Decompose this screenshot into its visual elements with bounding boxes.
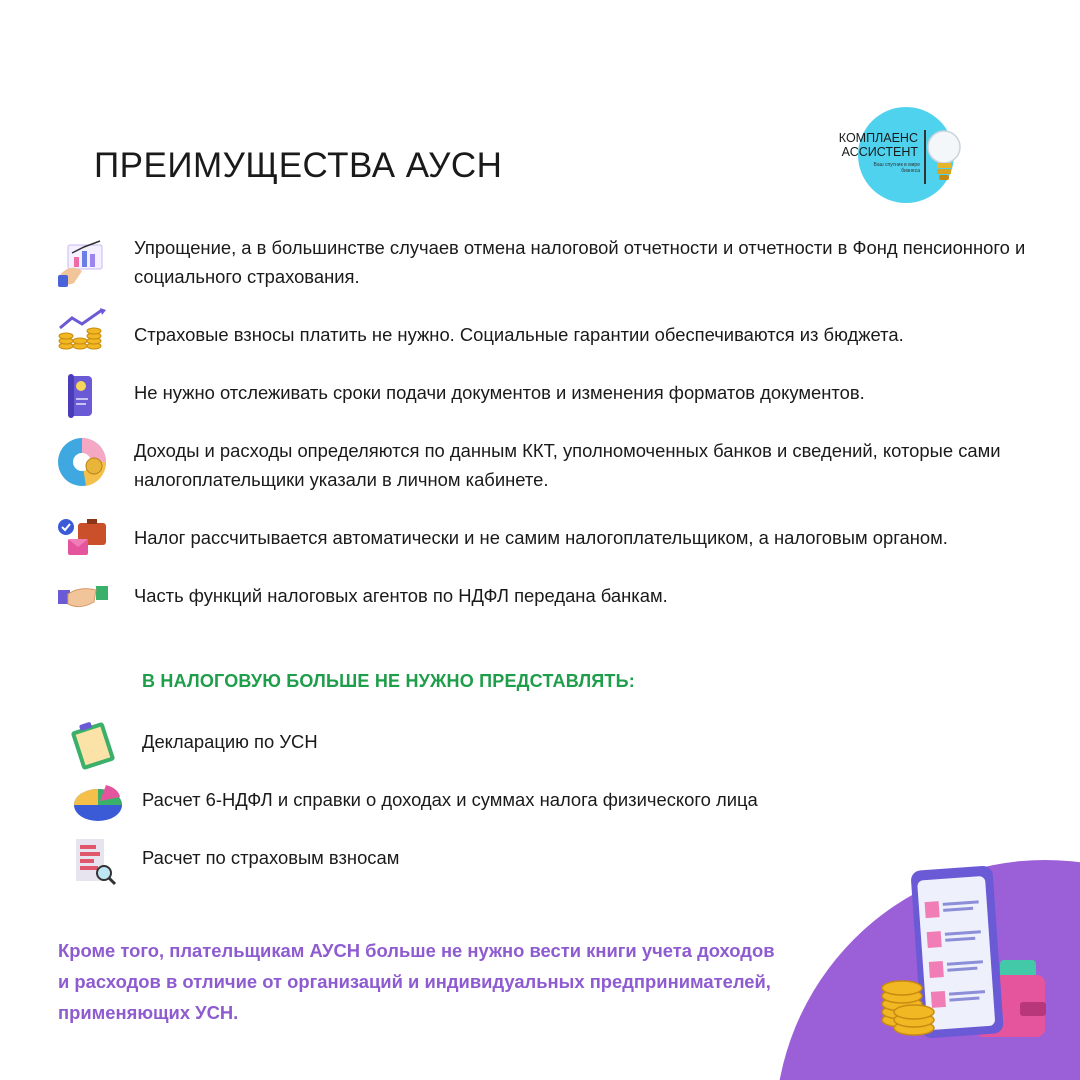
document-scroll-icon: [56, 370, 110, 424]
coins-growth-icon: [56, 306, 110, 360]
list-item-text: Часть функций налоговых агентов по НДФЛ передана банкам.: [134, 585, 668, 606]
chart-hand-icon: [56, 237, 110, 291]
clipboard-icon: [68, 716, 122, 770]
list-item-text: Упрощение, а в большинстве случаев отмена налоговой отчетности и отчетности в Фонд пенсионного и социального страхования.: [134, 237, 1026, 287]
section-subtitle: В НАЛОГОВУЮ БОЛЬШЕ НЕ НУЖНО ПРЕДСТАВЛЯТЬ:: [142, 671, 635, 691]
list-item-text: Не нужно отслеживать сроки подачи документов и изменения форматов документов.: [134, 382, 865, 403]
list-item-text: Страховые взносы платить не нужно. Социальные гарантии обеспечиваются из бюджета.: [134, 324, 904, 345]
logo-line2: АССИСТЕНТ: [841, 145, 918, 159]
list-item-text: Декларацию по УСН: [142, 731, 318, 752]
footer-note: Кроме того, плательщикам АУСН больше не нужно вести книги учета доходов и расходов в отличие от организаций и индивидуальных предпринимателей, применяющих УСН.: [58, 940, 775, 1023]
lightbulb-icon: [924, 125, 964, 187]
logo-line1: КОМПЛАЕНС: [838, 131, 918, 145]
briefcase-check-icon: [56, 513, 110, 567]
logo-tagline: Ваш спутник в мире бизнеса: [873, 162, 920, 174]
handshake-icon: [56, 572, 110, 626]
list-item-text: Доходы и расходы определяются по данным ККТ, уполномоченных банков и сведений, которые сами налогоплательщики указали в личном кабинете.: [134, 440, 1001, 490]
pie-chart-icon: [72, 775, 126, 829]
report-magnifier-icon: [68, 835, 122, 889]
pie-chart-coin-icon: [56, 434, 110, 488]
list-item-text: Расчет по страховым взносам: [142, 847, 400, 868]
list-item-text: Налог рассчитывается автоматически и не самим налогоплательщиком, а налоговым органом.: [134, 527, 948, 548]
page-title: ПРЕИМУЩЕСТВА АУСН: [94, 146, 503, 185]
list-item-text: Расчет 6-НДФЛ и справки о доходах и суммах налога физического лица: [142, 789, 758, 810]
logo-wordmark: [828, 131, 918, 159]
